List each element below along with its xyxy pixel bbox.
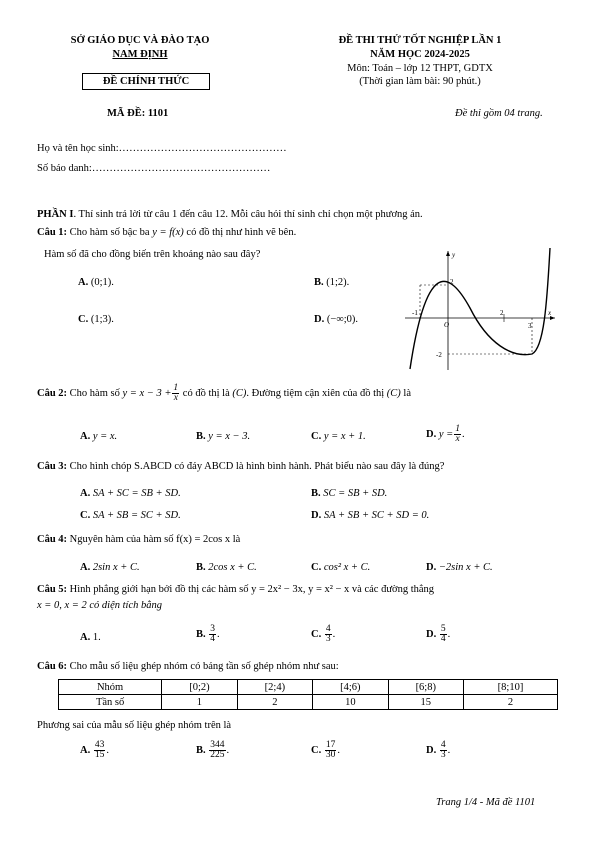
exam-title: ĐỀ THI THỬ TỐT NGHIỆP LẦN 1 [338,35,502,46]
option-fraction [209,741,225,761]
page-count-note: Đề thi gồm 04 trang. [455,108,543,119]
q5-stem [37,584,434,595]
q2-option-c[interactable] [311,431,366,442]
option-letter: B. [196,562,206,573]
table-header-row [59,680,558,695]
option-fraction [440,625,447,645]
x-axis-label: x [548,309,552,317]
table-cell: 1 [162,695,237,710]
option-letter: A. [80,488,91,499]
frequency-table [58,679,558,710]
option-text: SA + SB + SC + SD = 0. [323,510,430,521]
q5-label: Câu 5: [37,584,68,595]
table-cell: [6;8) [388,680,463,695]
option-letter: D. [314,314,325,325]
page-footer: Trang 1/4 - Mã đề 1101 [436,797,536,808]
q1-option-d[interactable] [314,314,358,325]
q6-question: Phương sai của mẫu số liệu ghép nhóm trên là [37,720,232,731]
table-cell: 15 [388,695,463,710]
option-letter: D. [311,510,322,521]
option-fraction [325,625,332,645]
table-cell: 2 [237,695,312,710]
q4-text: Nguyên hàm của hàm số f(x) = 2cos x là [67,534,241,545]
option-letter: B. [196,629,206,640]
fraction-denominator: x [173,393,178,404]
fraction-denominator: 3 [440,750,446,761]
fraction-numerator: 5 [440,623,446,634]
q1-label: Câu 1: [37,227,68,238]
tick-label-3: 3 [528,322,532,330]
province-name-text: NAM ĐỊNH [112,49,168,60]
q2-curve-name: (C) [232,388,247,399]
student-id-line: Số báo danh:…………………………………………… [37,163,271,174]
option-fraction [440,741,447,761]
time-line: (Thời gian làm bài: 90 phút.) [359,76,481,87]
fraction-numerator: 1 [455,423,460,434]
student-name-line: Họ và tên học sinh:………………………………………… [37,143,287,154]
fraction-numerator: 4 [325,623,331,634]
q2-fraction [172,384,179,404]
q6-text: Cho mẫu số liệu ghép nhóm có bảng tần số ghép nhóm như sau: [67,661,339,672]
q5-stem-line2: x = 0, x = 2 có diện tích bằng [37,600,162,611]
official-badge: ĐỀ CHÍNH THỨC [82,73,210,90]
q3-option-a[interactable] [80,488,181,499]
cubic-curve [410,248,550,369]
option-text: cos² x + C. [323,562,371,573]
q6-option-b[interactable]: B. $\frac{344}{225}$ . [196,739,230,761]
option-text: y = x. [92,431,118,442]
province-name [40,49,240,60]
q3-stem [37,461,444,472]
q4-option-a[interactable] [80,562,140,573]
y-axis-arrow [446,251,450,256]
part1-text: . Thí sinh trả lời từ câu 1 đến câu 12. Mỗi câu hỏi thí sinh chỉ chọn một phương án. [73,209,423,220]
option-letter: A. [80,632,91,643]
option-text: 1. [92,632,101,643]
option-text: (1;3). [90,314,114,325]
option-letter: B. [196,431,206,442]
option-letter: D. [426,629,437,640]
fraction-numerator: 4 [440,739,446,750]
option-text: SA + SB = SC + SD. [92,510,181,521]
table-cell: [2;4) [237,680,312,695]
q2-text-tail: là [400,388,411,399]
q2-text-end: . Đường tiệm cận xiên của đồ thị [246,388,387,399]
option-letter: A. [78,277,89,288]
q5-option-b[interactable]: B. $\frac{3}{4}$ . [196,623,220,645]
option-text: y = [438,429,454,440]
fraction-numerator: 1 [173,382,179,393]
tick-label-neg1: -1 [412,309,418,317]
q4-label: Câu 4: [37,534,68,545]
option-text-tail: . [461,429,465,440]
q1-option-c[interactable] [78,314,114,325]
exam-code: MÃ ĐỀ: 1101 [107,108,169,119]
table-cell: [0;2) [162,680,237,695]
q1-formula: y = f(x) [152,227,184,238]
q3-option-c[interactable] [80,510,181,521]
option-fraction [209,625,216,645]
option-letter: B. [311,488,321,499]
q2-option-b[interactable] [196,431,250,442]
department-name: SỞ GIÁO DỤC VÀ ĐÀO TẠO [70,35,210,46]
table-cell: Nhóm [59,680,162,695]
option-text: y = x + 1. [323,431,366,442]
subject-line: Môn: Toán – lớp 12 THPT, GDTX [347,63,493,74]
table-cell: [8;10] [464,680,558,695]
q1-option-a[interactable] [78,277,114,288]
school-year: NĂM HỌC 2024-2025 [370,49,470,60]
table-row [59,695,558,710]
option-text: 2cos x + C. [208,562,257,573]
fraction-numerator: 3 [210,623,216,634]
option-letter: C. [78,314,89,325]
part1-instruction [37,209,423,220]
option-letter: A. [80,562,91,573]
tick-label-2: 2 [500,309,504,317]
option-letter: A. [80,745,91,756]
q5-option-a[interactable] [80,632,101,643]
q3-label: Câu 3: [37,461,68,472]
fraction-denominator: 3 [325,634,331,645]
option-text: (−∞;0). [326,314,359,325]
option-text: (1;2). [326,277,350,288]
q6-option-a[interactable]: A. $\frac{43}{15}$ . [80,739,109,761]
option-text: 2sin x + C. [92,562,140,573]
fraction-denominator: x [455,434,460,445]
option-letter: D. [426,429,437,440]
fraction-numerator: 43 [94,739,105,750]
y-label-2: 2 [450,278,454,286]
option-text: −2sin x + C. [438,562,493,573]
q6-option-d[interactable]: D. $\frac{4}{3}$ . [426,739,451,761]
option-letter: A. [80,431,91,442]
option-letter: C. [80,510,91,521]
y-label-neg2: -2 [436,351,442,359]
q1-text-tail: có đồ thị như hình vẽ bên. [183,227,297,238]
fraction-numerator: 17 [325,739,336,750]
option-fraction [454,425,461,445]
cubic-function-graph [400,248,558,373]
q2-text: Cho hàm số [67,388,123,399]
fraction-denominator: 30 [325,750,336,761]
option-text: y = x − 3. [208,431,251,442]
part1-label: PHẦN I [37,209,74,220]
table-cell: [4;6) [313,680,388,695]
q1-stem [37,227,296,238]
q3-text: Cho hình chóp S.ABCD có đáy ABCD là hình bình hành. Phát biểu nào sau đây là đúng? [67,461,445,472]
q2-label: Câu 2: [37,388,68,399]
fraction-denominator: 4 [440,634,446,645]
option-text: (0;1). [90,277,114,288]
q2-text-mid: có đồ thị là [180,388,233,399]
fraction-numerator: 344 [210,739,225,750]
fraction-denominator: 4 [210,634,216,645]
option-text: SA + SC = SB + SD. [92,488,181,499]
option-letter: B. [314,277,324,288]
fraction-denominator: 225 [210,750,225,761]
fraction-denominator: 15 [94,750,105,761]
q2-stem [37,383,411,405]
option-letter: C. [311,629,322,640]
q5-option-d[interactable]: D. $\frac{5}{4}$ . [426,623,451,645]
q2-option-d[interactable] [426,424,465,446]
q2-formula: y = x − 3 + [122,388,172,399]
q4-stem [37,534,240,545]
y-axis-label: y [452,251,456,259]
option-fraction [325,741,337,761]
table-cell: 2 [464,695,558,710]
q3-option-d[interactable] [311,510,429,521]
q4-option-d[interactable] [426,562,493,573]
option-letter: C. [311,431,322,442]
q3-option-b[interactable] [311,488,387,499]
q2-curve-name-2: (C) [386,388,401,399]
q4-option-c[interactable] [311,562,370,573]
q1-text: Cho hàm số bậc ba [67,227,153,238]
option-letter: C. [311,745,322,756]
table-cell: Tần số [59,695,162,710]
option-fraction [94,741,106,761]
table-cell: 10 [313,695,388,710]
q6-stem [37,661,339,672]
option-letter: D. [426,745,437,756]
option-letter: B. [196,745,206,756]
option-letter: C. [311,562,322,573]
option-letter: D. [426,562,437,573]
q2-option-a[interactable] [80,431,117,442]
origin-label: O [444,321,450,329]
q1-option-b[interactable] [314,277,349,288]
q5-text: Hình phẳng giới hạn bởi đồ thị các hàm số y = 2x² − 3x, y = x² − x và các đường thẳng [67,584,435,595]
q4-option-b[interactable] [196,562,257,573]
q5-option-c[interactable]: C. $\frac{4}{3}$ . [311,623,336,645]
q6-option-c[interactable]: C. $\frac{17}{30}$ . [311,739,340,761]
q6-label: Câu 6: [37,661,68,672]
q1-question: Hàm số đã cho đồng biến trên khoảng nào sau đây? [44,249,261,260]
option-text: SC = SB + SD. [323,488,388,499]
